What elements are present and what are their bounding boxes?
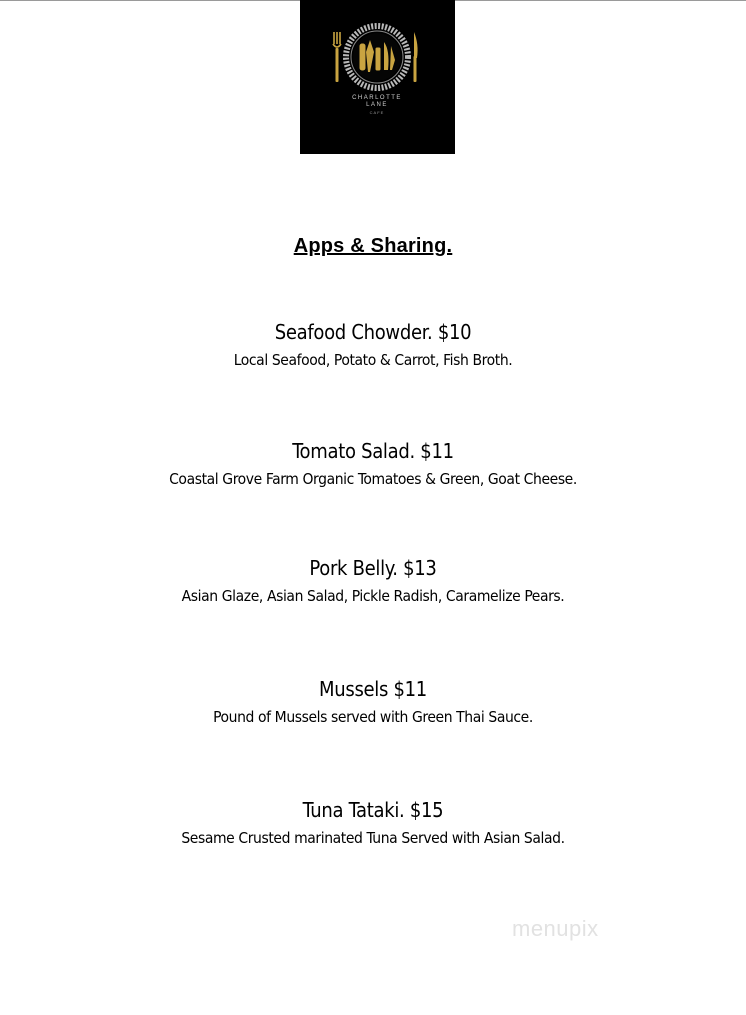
menu-item-description: Local Seafood, Potato & Carrot, Fish Broth. <box>233 351 513 369</box>
menu-item-name: Seafood Chowder. $10 <box>274 320 472 344</box>
fork-knife-plate-icon <box>300 0 455 154</box>
logo-text-line2: LANE <box>366 102 388 108</box>
menu-item-description: Pound of Mussels served with Green Thai Sauce. <box>213 708 533 726</box>
menu-item-seafood-chowder <box>0 319 746 371</box>
menu-item-name: Mussels $11 <box>319 677 427 701</box>
menu-item-mussels <box>0 676 746 728</box>
menu-item-name: Tuna Tataki. $15 <box>302 798 444 822</box>
menu-item-name: Tomato Salad. $11 <box>292 439 454 463</box>
menu-item-tomato-salad <box>0 438 746 490</box>
logo-text-line1: CHARLOTTE <box>352 95 402 101</box>
section-title: Apps & Sharing. <box>293 235 453 257</box>
menu-item-pork-belly <box>0 555 746 607</box>
menu-item-tuna-tataki <box>0 797 746 849</box>
logo-text-line3: CAFE <box>369 110 385 115</box>
menu-item-name: Pork Belly. $13 <box>309 556 437 580</box>
watermark: menupix <box>512 916 599 941</box>
menu-item-description: Sesame Crusted marinated Tuna Served with Asian Salad. <box>181 829 565 847</box>
menu-item-description: Coastal Grove Farm Organic Tomatoes & Green, Goat Cheese. <box>169 470 577 488</box>
restaurant-logo <box>300 0 455 154</box>
menu-item-description: Asian Glaze, Asian Salad, Pickle Radish, Caramelize Pears. <box>181 587 565 605</box>
